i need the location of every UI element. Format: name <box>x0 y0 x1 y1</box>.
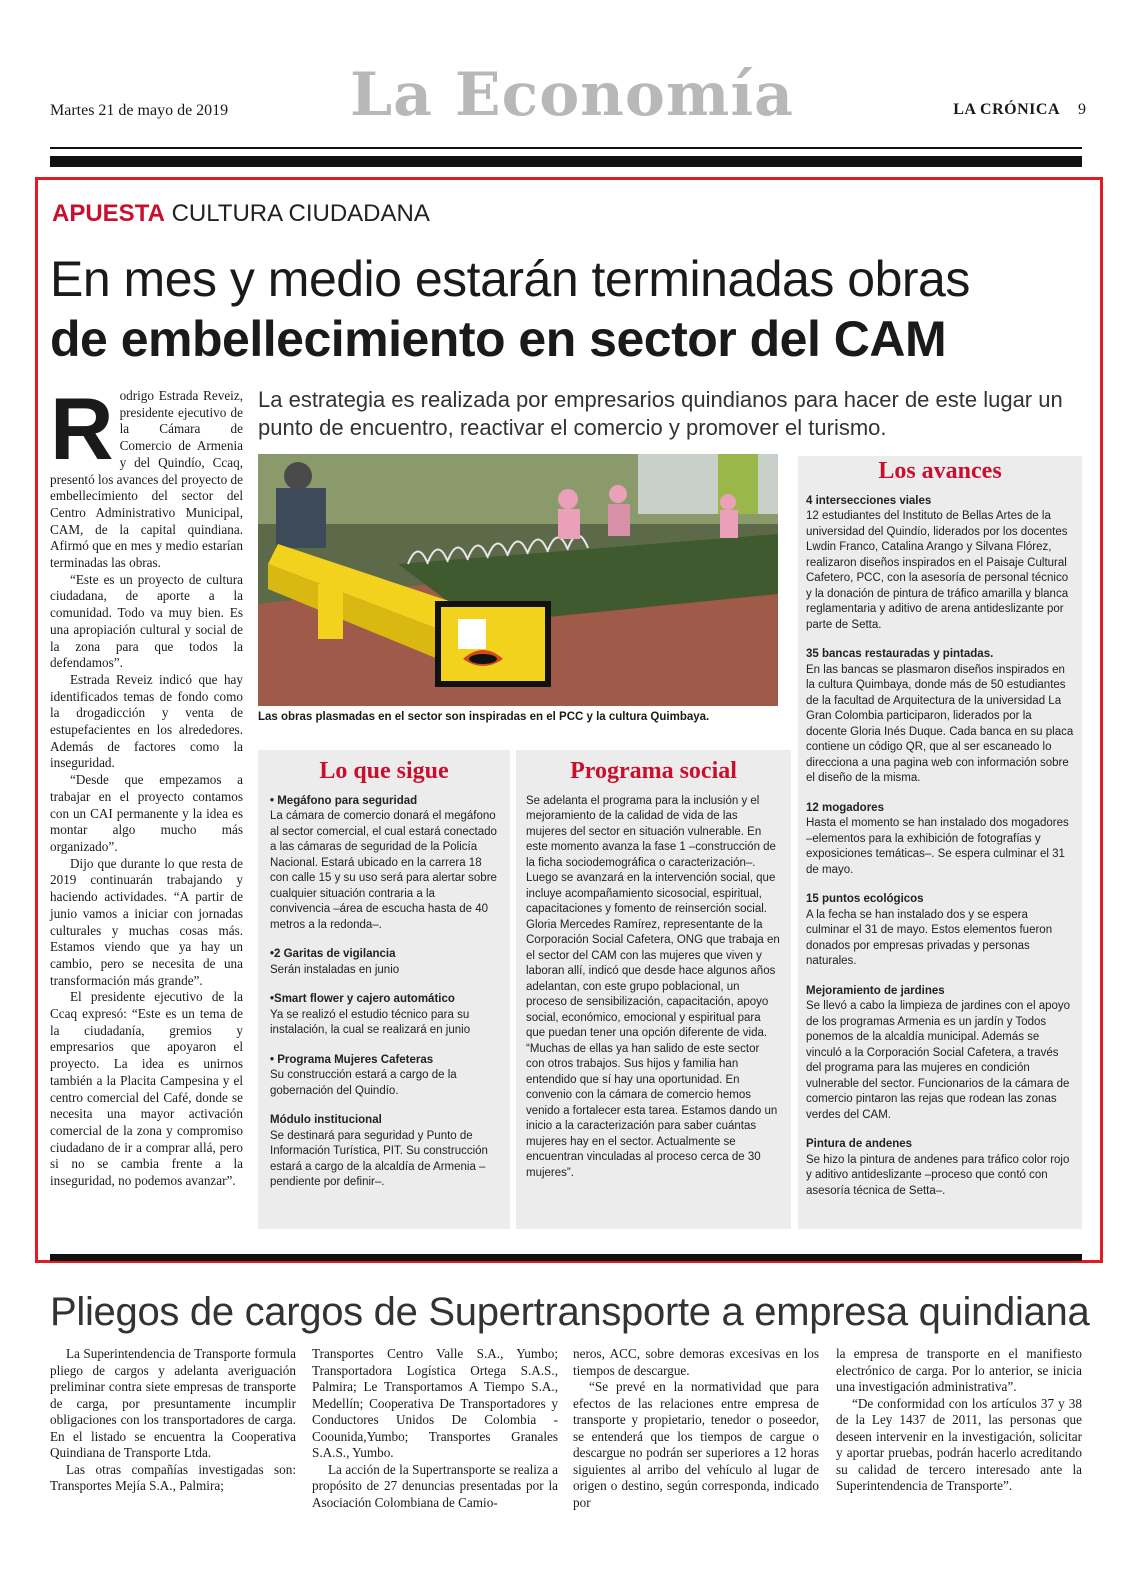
item-text: La cámara de comercio donará el megáfono al sector comercial, el cual estará conectado a las cámaras de seguridad de la Policía Nacional. Estará ubicado en la carrera 18 con calle 15 y su uso será para alertar sobre cualquier situación contraria a la convivencia –área de escucha hasta de 40 metros a la redonda–. <box>270 810 497 931</box>
body-paragraph: El presidente ejecutivo de la Ccaq expresó: “Este es un tema de la ciudadanía, gremios y empresarios que apoyaron el proyecto. La idea es unirnos también a la Placita Campesina y el centro comercial del Café, donde se necesita una mayor activación comercial de la zona y compromiso ciudadano de ir a comprar allá, pero si no se cambia frente a la inseguridad, no podemos avanzar”. <box>50 989 243 1189</box>
sidebar-programa-social <box>516 750 791 1229</box>
article-kicker <box>52 200 430 228</box>
social-paragraph: “Muchas de ellas ya han salido de este sector con otros trabajos. Sus hijos y familia han entendido que sí hay una oportunidad. En convenio con la cámara de comercio hemos venido a fortalecer esta tarea. Estamos dando un inicio a la caracterización para saber cuántas mujeres hay en el sector. Actualmente se encuentran vinculadas al proceso cerca de 30 mujeres”. <box>526 1042 778 1179</box>
newspaper-brand <box>953 101 1060 119</box>
second-article-column-2 <box>312 1346 558 1511</box>
sidebar-lo-que-sigue <box>258 750 510 1229</box>
box-title: Los avances <box>878 458 1002 484</box>
item-heading: 35 bancas restauradas y pintadas. <box>806 648 994 660</box>
box-title: Programa social <box>570 758 737 784</box>
item-heading: •2 Garitas de vigilancia <box>270 948 396 960</box>
section-title: La Economía <box>349 60 795 130</box>
item-heading: 15 puntos ecológicos <box>806 893 924 905</box>
item-text: Se destinará para seguridad y Punto de Información Turística, PIT. Su construcción estará a cargo de la alcaldía de Armenia –pendiente por definir–. <box>270 1129 488 1188</box>
item-text: Se hizo la pintura de andenes para tráfico color rojo y aditivo antideslizante –proceso que contó con asesoría técnica de Setta–. <box>806 1153 1070 1197</box>
social-paragraph: Luego se avanzará en la intervención social, que incluye acompañamiento sicosocial, espiritual, capacitaciones y fomento de reinserción social. <box>526 872 776 915</box>
box-title: Lo que sigue <box>319 758 449 784</box>
item-heading: Pintura de andenes <box>806 1138 913 1150</box>
second-article-column-1 <box>50 1346 296 1495</box>
body-paragraph: “Se prevé en la normatividad que para efectos de las relaciones entre empresa de transporte y propietario, tenedor o poseedor, se entenderá que los tiempos de cargue o descargue no podrán ser superiores a 12 horas siguientes al arribo del vehículo al lugar de origen o destino, según corresponda, indicado por <box>573 1379 819 1510</box>
second-article-column-4 <box>836 1346 1082 1495</box>
item-heading: Módulo institucional <box>270 1114 382 1126</box>
body-paragraph: La acción de la Supertransporte se realiza a propósito de 27 denuncias presentadas por la Asociación Colombiana de Camio- <box>312 1461 558 1510</box>
item-heading: • Programa Mujeres Cafeteras <box>270 1053 434 1066</box>
article-body <box>50 379 243 1190</box>
body-paragraph: la empresa de transporte en el manifiesto electrónico de carga. Por lo anterior, se inicia una investigación administrativa”. <box>836 1346 1082 1394</box>
article-photo <box>258 454 778 706</box>
photo-illustration <box>258 454 778 706</box>
social-paragraph: Gloria Mercedes Ramírez, representante de la Corporación Social Cafetera, ONG que trabaja en el sector del CAM con las mujeres que viven y laboran allí, indicó que desde hace algunos años adelantan, con este grupo poblacional, un proceso de sensibilización, capacitación, apoyo social, económico, emocional y espiritual para que puedan tener una opción diferente de vida. <box>526 918 780 1039</box>
photo-caption: Las obras plasmadas en el sector son inspiradas en el PCC y la cultura Quimbaya. <box>258 711 710 723</box>
body-paragraph: neros, ACC, sobre demoras excesivas en los tiempos de descargue. <box>573 1346 819 1378</box>
item-text: Serán instaladas en junio <box>270 963 400 976</box>
item-text: 12 estudiantes del Instituto de Bellas Artes de la universidad del Quindío, liderados por los docentes Lwdin Franco, Catalina Arango y Silvana Flórez, realizaron diseños inspirados en el Paisaje Cultural Cafetero, PCC, con la asesoría de personal técnico y la donación de pintura de tráfico amarilla y blanca reglamentaria y aditivo de arena antideslizante por parte de Setta. <box>806 510 1069 631</box>
article-separator-rule <box>50 1254 1082 1261</box>
item-text: Ya se realizó el estudio técnico para su instalación, la cual se realizará en junio <box>270 1008 471 1036</box>
article-subtitle: La estrategia es realizada por empresarios quindianos para hacer de este lugar un punto de encuentro, reactivar el comercio y promover el turismo. <box>258 387 1063 440</box>
header-rule-thick <box>50 156 1082 167</box>
body-paragraph: Estrada Reveiz indicó que hay identificados temas de fondo como la drogadicción y venta de estupefacientes en los alrededores. Además de factores como la inseguridad. <box>50 671 243 771</box>
headline-line-2: de embellecimiento en sector del CAM <box>50 311 947 367</box>
body-paragraph: “De conformidad con los artículos 37 y 38 de la Ley 1437 de 2011, las personas que deseen intervenir en la investigación, solicitar y aportar pruebas, podrán hacerlo acreditando su calidad de tercero interesado ante la Superintendencia de Transporte”. <box>836 1395 1082 1493</box>
kicker-topic: CULTURA CIUDADANA <box>171 200 430 227</box>
second-article-headline: Pliegos de cargos de Supertransporte a empresa quindiana <box>50 1290 1090 1334</box>
second-article-column-3 <box>573 1346 819 1511</box>
item-heading: •Smart flower y cajero automático <box>270 993 455 1005</box>
drop-cap: R <box>50 379 114 478</box>
body-paragraph: Las otras compañías investigadas son: Transportes Mejía S.A., Palmira; <box>50 1461 296 1493</box>
sidebar-los-avances <box>798 456 1082 1229</box>
social-paragraph: Se adelanta el programa para la inclusión y el mejoramiento de la calidad de vida de las mujeres del sector en situación vulnerable. En este momento avanza la fase 1 –construcción de la ficha sociodemográfica o caracterización–. <box>526 794 776 869</box>
body-paragraph: La Superintendencia de Transporte formula pliego de cargos y adelanta averiguación preliminar contra siete empresas de transporte de carga, por presuntamente incumplir obligaciones con los transportadores de carga. En el listado se encuentra la Cooperativa Quindiana de Transporte Ltda. <box>50 1346 296 1460</box>
issue-date: Martes 21 de mayo de 2019 <box>50 102 229 119</box>
kicker-bold: APUESTA <box>52 200 165 227</box>
body-paragraph: Transportes Centro Valle S.A., Yumbo; Transportadora Logística Ortega S.A.S., Palmira; Le Transportamos A Tiempo S.A., Medellín; Cooperativa De Transportadores y Conductores Unidos De Colombia - Coounida,Yumbo; Transportes Granales S.A.S., Yumbo. <box>312 1346 558 1460</box>
item-text: Hasta el momento se han instalado dos mogadores –elementos para la exhibición de fotografías y exposiciones temáticas–. Se espera culminar el 31 de mayo. <box>806 817 1069 876</box>
item-text: Se llevó a cabo la limpieza de jardines con el apoyo de los programas Armenia es un jardín y Todos ponemos de la alcaldía municipal. Además se vinculó a la Corporación Social Cafetera, a través del programa para las mujeres en condición vulnerable del sector. Funcionarios de la cámara de comercio pintaron las rejas que rodean las zonas verdes del CAM. <box>806 1000 1071 1121</box>
item-text: A la fecha se han instalado dos y se espera culminar el 31 de mayo. Estos elementos fueron donados por empresas privadas y personas naturales. <box>806 908 1053 967</box>
body-paragraph: “Este es un proyecto de cultura ciudadana, de aporte a la comunidad. Todo va muy bien. Es una apropiación cultural y social de la zona para que todos la defendamos”. <box>50 571 243 671</box>
body-paragraph: Rodrigo Estrada Reveiz, presidente ejecutivo de la Cámara de Comercio de Armenia y del Quindío, Ccaq, presentó los avances del proyecto de embellecimiento del sector del Centro Administrativo Municipal, CAM, de la capital quindiana. Afirmó que en mes y medio estarían terminadas las obras. <box>50 379 243 571</box>
page-number: 9 <box>1078 101 1086 118</box>
item-heading: 4 intersecciones viales <box>806 494 932 507</box>
item-heading: • Megáfono para seguridad <box>270 794 418 807</box>
body-paragraph: “Desde que empezamos a trabajar en el proyecto contamos con un CAI permanente y la idea es montar algo mucho más organizado”. <box>50 772 243 854</box>
header-rule-thin <box>50 147 1082 149</box>
item-heading: 12 mogadores <box>806 801 884 814</box>
item-heading: Mejoramiento de jardines <box>806 984 945 997</box>
headline-line-1: En mes y medio estarán terminadas obras <box>50 251 970 307</box>
brand-name: LA CRÓNICA <box>953 101 1060 118</box>
item-text: Su construcción estará a cargo de la gobernación del Quindío. <box>270 1069 457 1097</box>
body-paragraph: Dijo que durante lo que resta de 2019 continuarán trabajando y haciendo actividades. “A partir de junio vamos a iniciar con jornadas culturales y muchas cosas más. Estamos viendo que ya hay un cambio, pero se necesita de una transformación más grande”. <box>50 855 243 988</box>
item-text: En las bancas se plasmaron diseños inspirados en la cultura Quimbaya, donde más de 50 estudiantes de la facultad de Arquitectura de la universidad La Gran Colombia participaron, liderados por la docente Gloria Inés Duque. Cada banca en su placa contiene un código QR, que al ser escaneado lo direcciona a una pagina web con información sobre el diseño de la misma. <box>806 663 1074 784</box>
